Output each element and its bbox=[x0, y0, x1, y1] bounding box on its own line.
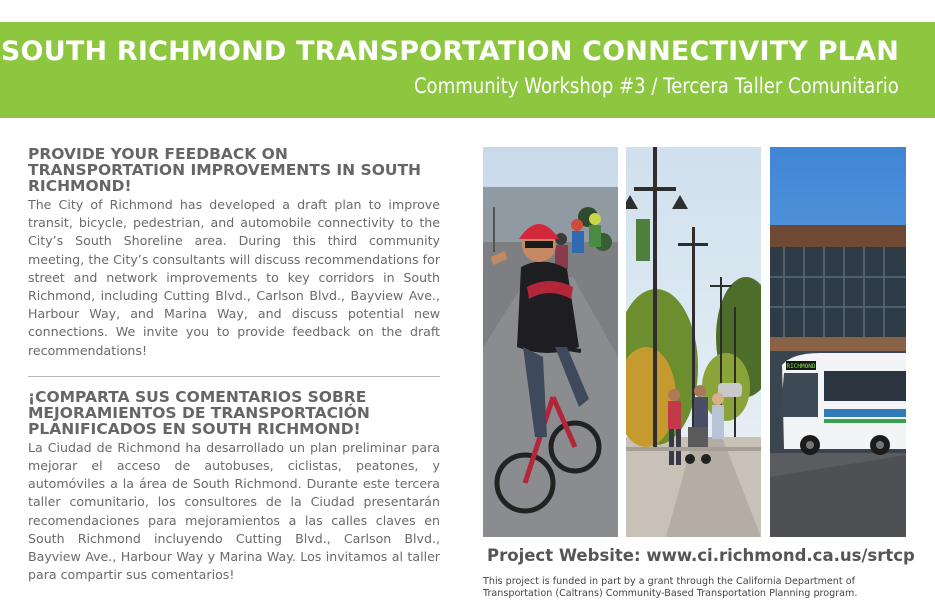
english-heading: PROVIDE YOUR FEEDBACK ON TRANSPORTATION IMPROVEMENTS IN SOUTH RICHMOND! bbox=[28, 145, 422, 195]
text-column bbox=[28, 146, 440, 584]
spanish-body: La Ciudad de Richmond ha desarrollado un plan preliminar para mejorar el acceso de autobuses, ciclistas, peatones, y automóviles a la área de South Richmond. Durante este tercera taller comunitario, los consultores de la Ciudad presentarán recomendaciones para mejoramientos a las calles claves en South Richmond incluyendo Cutting Blvd., Carlson Blvd., Bayview Ave., Harbour Way y Marina Way. Los invitamos al taller para compartir sus comentarios! bbox=[28, 439, 440, 583]
photo-strip bbox=[483, 147, 906, 537]
project-website-link[interactable]: Project Website: www.ci.richmond.ca.us/srtcp bbox=[487, 546, 915, 565]
cyclist-photo bbox=[483, 147, 618, 537]
funding-note: This project is funded in part by a grant through the California Department of Transportation (Caltrans) Community-Based Transportation Planning program. bbox=[483, 576, 858, 599]
pedestrian-street-photo bbox=[626, 147, 761, 537]
bus-destination-sign: RICHMOND bbox=[786, 363, 816, 370]
english-body: The City of Richmond has developed a draft plan to improve transit, bicycle, pedestrian, and automobile connectivity to the City’s South Shoreline area. During this third community meeting, the City’s consultants will discuss recommendations for street and network improvements to key corridors in South Richmond, including Cutting Blvd., Carlson Blvd., Bayview Ave., Harbour Way, and Marina Way, and discuss potential new connections. We invite you to provide feedback on the draft recommendations! bbox=[28, 197, 440, 358]
section-divider bbox=[28, 376, 440, 377]
page-subtitle: Community Workshop #3 / Tercera Taller Comunitario bbox=[414, 74, 899, 98]
header-banner bbox=[0, 22, 935, 118]
page-title: SOUTH RICHMOND TRANSPORTATION CONNECTIVITY PLAN bbox=[0, 36, 899, 67]
spanish-section bbox=[28, 389, 440, 585]
english-section bbox=[28, 146, 440, 360]
spanish-heading: ¡COMPARTA SUS COMENTARIOS SOBRE MEJORAMIENTOS DE TRANSPORTACIÓN PLANIFICADOS EN SOUTH RICHMOND! bbox=[28, 387, 370, 438]
bus-photo bbox=[770, 147, 906, 537]
